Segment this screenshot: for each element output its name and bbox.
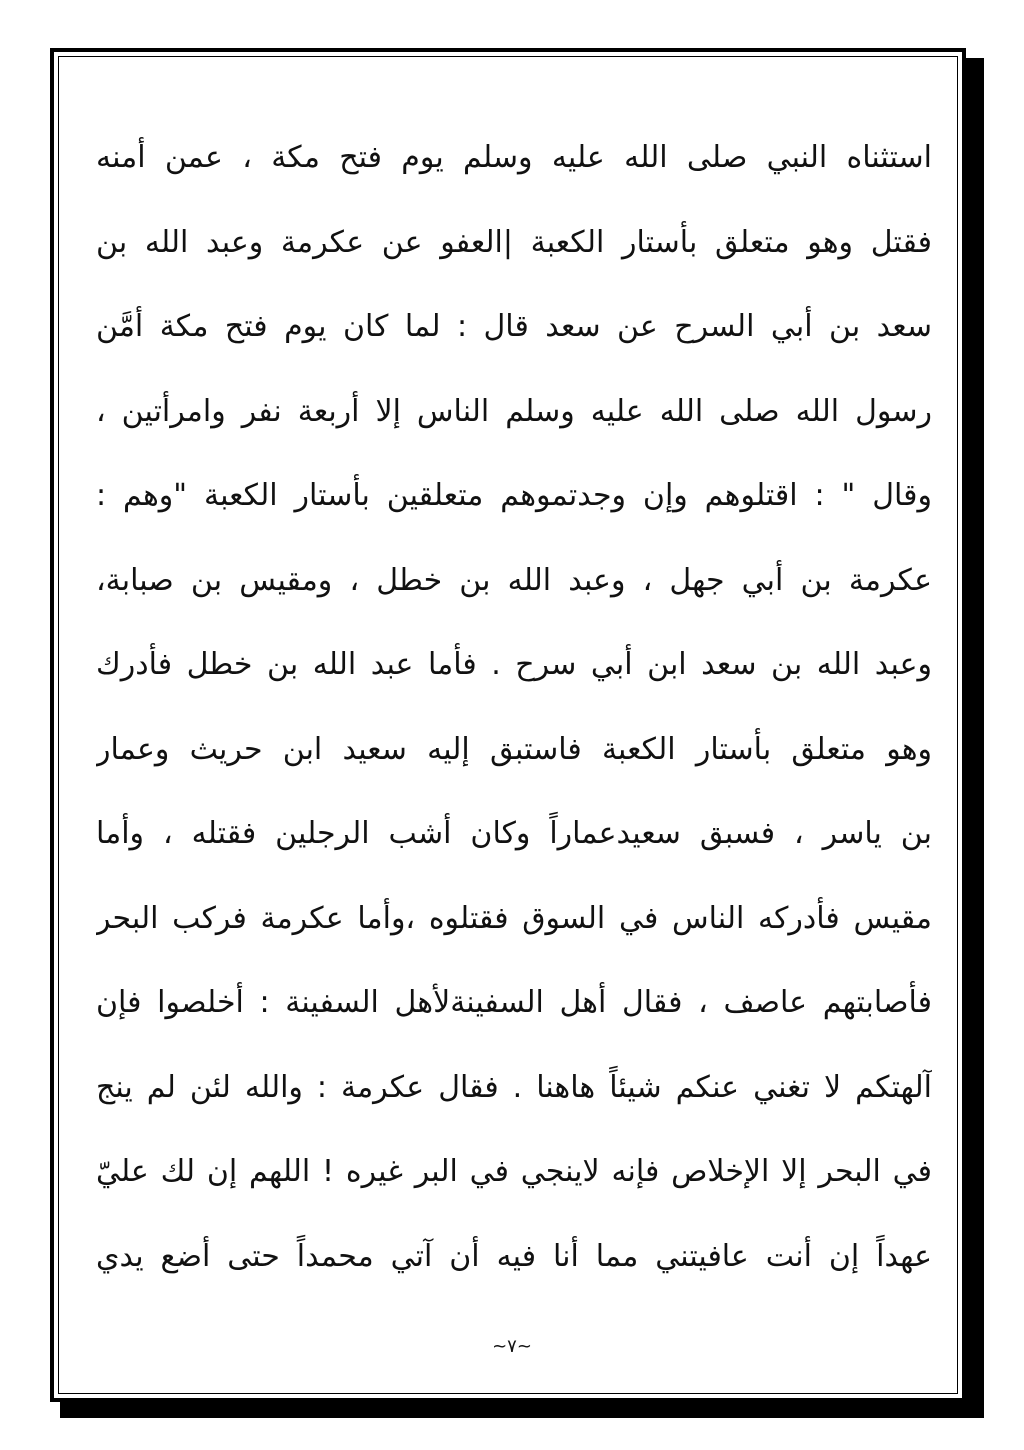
text-line-7: وعبد الله بن سعد ابن أبي سرح . فأما عبد الله بن خطل فأدرك <box>96 647 932 682</box>
text-line-2: فقتل وهو متعلق بأستار الكعبة |العفو عن عكرمة وعبد الله بن <box>96 224 932 260</box>
text-line-10: مقيس فأدركه الناس في السوق فقتلوه ،وأما عكرمة فركب البحر <box>96 900 932 936</box>
text-line-14: عهداً إن أنت عافيتني مما أنا فيه أن آتي محمداً حتى أضع يدي <box>96 1238 932 1274</box>
text-line-6: عكرمة بن أبي جهل ، وعبد الله بن خطل ، ومقيس بن صبابة، <box>96 562 932 598</box>
text-line-1: استثناه النبي صلى الله عليه وسلم يوم فتح مكة ، عمن أمنه <box>96 140 932 175</box>
text-line-8: وهو متعلق بأستار الكعبة فاستبق إليه سعيد ابن حريث وعمار <box>96 731 932 767</box>
text-line-9: بن ياسر ، فسبق سعيدعماراً وكان أشب الرجلين فقتله ، وأما <box>96 816 932 851</box>
text-line-5: وقال " : اقتلوهم وإن وجدتموهم متعلقين بأستار الكعبة "وهم : <box>96 478 932 513</box>
text-line-13: في البحر إلا الإخلاص فإنه لاينجي في البر غيره ! اللهم إن لك عليّ <box>96 1154 932 1189</box>
text-body <box>96 128 932 1311</box>
text-line-4: رسول الله صلى الله عليه وسلم الناس إلا أربعة نفر وامرأتين ، <box>96 393 932 429</box>
text-line-3: سعد بن أبي السرح عن سعد قال : لما كان يوم فتح مكة أمَّن <box>96 309 932 344</box>
text-line-11: فأصابتهم عاصف ، فقال أهل السفينةلأهل السفينة : أخلصوا فإن <box>96 985 932 1020</box>
text-line-12: آلهتكم لا تغني عنكم شيئاً هاهنا . فقال عكرمة : والله لئن لم ينج <box>96 1069 932 1105</box>
page-number: ~٧~ <box>492 1336 532 1357</box>
